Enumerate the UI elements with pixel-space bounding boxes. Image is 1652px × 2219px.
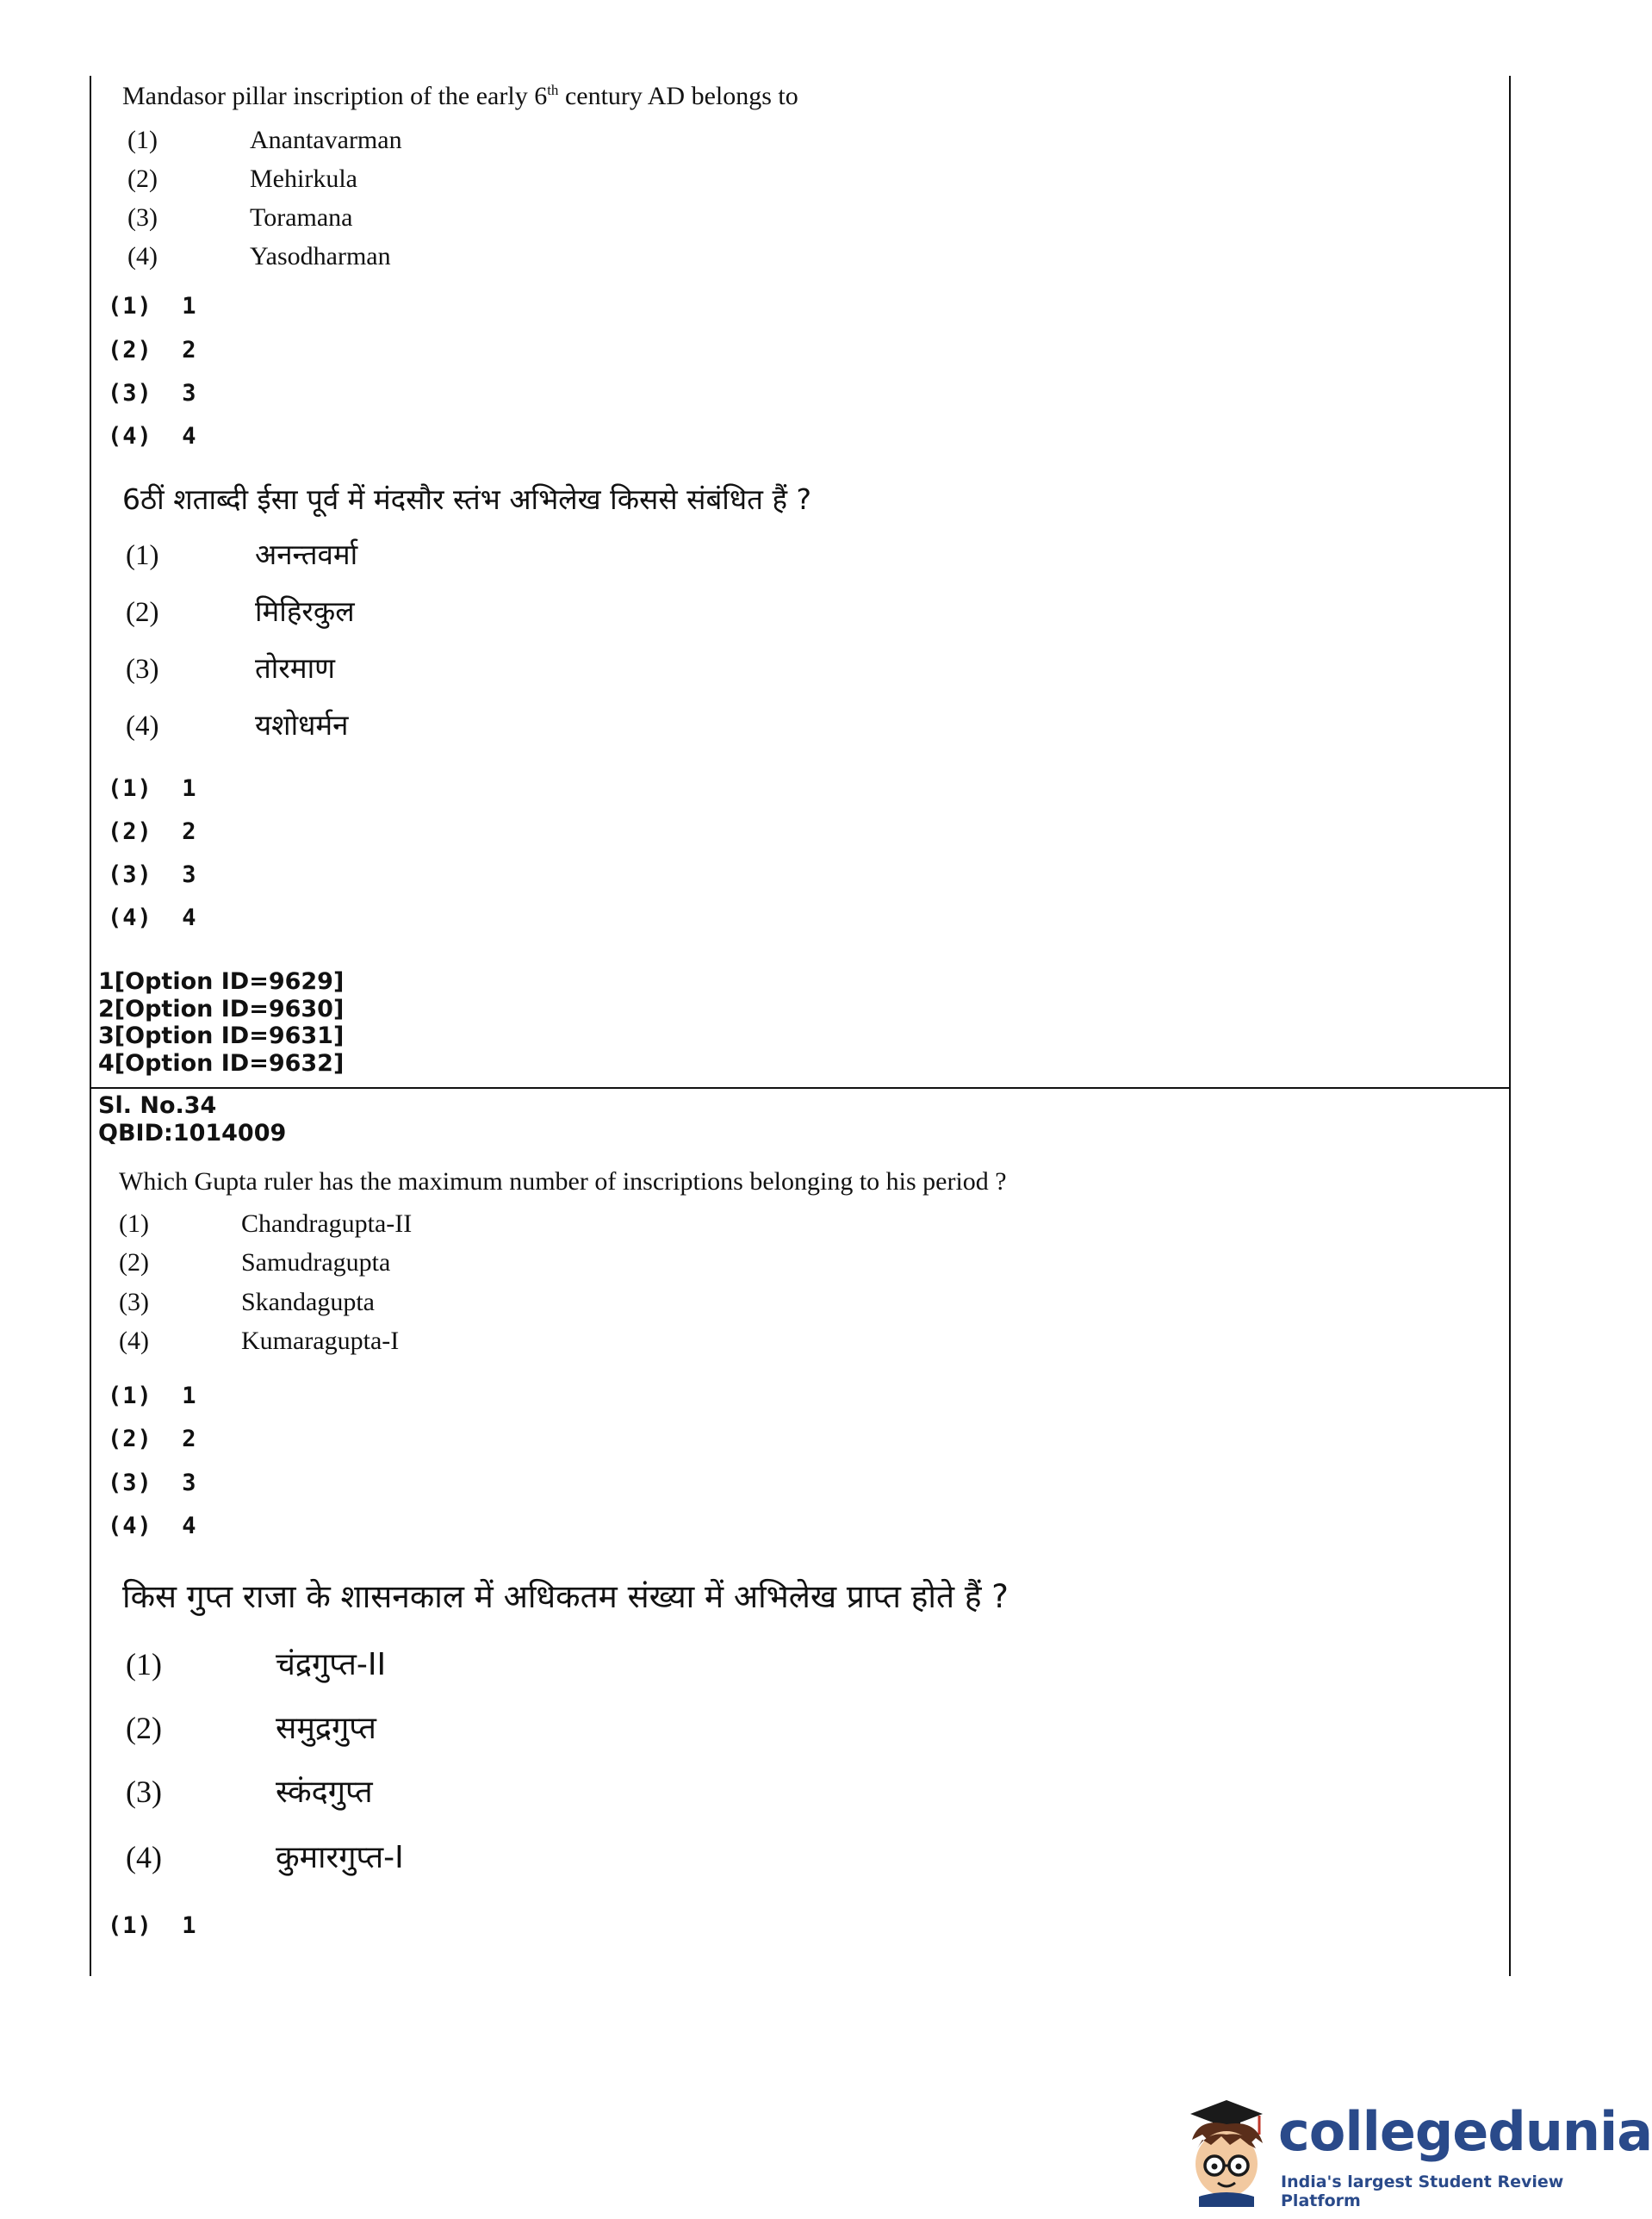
q33-hindi-question: 6ठीं शताब्दी ईसा पूर्व में मंदसौर स्तंभ अभिलेख किससे संबंधित हैं ? xyxy=(122,482,811,516)
q34-english-option-1: (1) Chandragupta-II xyxy=(119,1209,413,1238)
q33-hindi-answer-2: (2) 2 xyxy=(108,818,197,845)
q34-hindi-answer-1: (1) 1 xyxy=(108,1912,197,1939)
question-divider xyxy=(90,1087,1511,1089)
q34-hindi-option-4: (4) कुमारगुप्त-I xyxy=(126,1840,404,1875)
q33-english-answer-3: (3) 3 xyxy=(108,380,197,407)
q33-option-id-4: 4[Option ID=9632] xyxy=(98,1050,345,1077)
collegedunia-logo xyxy=(1173,2095,1652,2210)
q34-qbid: QBID:1014009 xyxy=(98,1120,287,1147)
q33-english-option-4: (4) Yasodharman xyxy=(127,242,391,270)
q34-hindi-option-2: (2) समुद्रगुप्त xyxy=(126,1711,376,1746)
q34-english-answer-2: (2) 2 xyxy=(108,1426,197,1452)
q33-english-option-2: (2) Mehirkula xyxy=(127,165,357,193)
q33-english-option-1: (1) Anantavarman xyxy=(127,126,402,154)
q33-option-id-1: 1[Option ID=9629] xyxy=(98,968,345,995)
logo-wordmark: collegedunia xyxy=(1278,2100,1652,2163)
q34-sl-no: Sl. No.34 xyxy=(98,1092,217,1119)
q33-hindi-option-2: (2) मिहिरकुल xyxy=(126,594,355,628)
q33-english-answer-2: (2) 2 xyxy=(108,337,197,364)
q34-english-answer-4: (4) 4 xyxy=(108,1513,197,1539)
q34-hindi-option-1: (1) चंद्रगुप्त-II xyxy=(126,1647,387,1682)
q34-english-answer-3: (3) 3 xyxy=(108,1470,197,1496)
q33-hindi-option-4: (4) यशोधर्मन xyxy=(126,708,349,742)
q34-hindi-option-3: (3) स्कंदगुप्त xyxy=(126,1775,373,1810)
frame-right-border xyxy=(1509,76,1511,1976)
q34-english-answer-1: (1) 1 xyxy=(108,1383,197,1409)
q34-english-option-4: (4) Kumaragupta-I xyxy=(119,1327,400,1355)
q34-english-question: Which Gupta ruler has the maximum number of inscriptions belonging to his period ? xyxy=(119,1167,1007,1196)
q34-english-option-3: (3) Skandagupta xyxy=(119,1288,375,1316)
q33-option-id-2: 2[Option ID=9630] xyxy=(98,996,345,1022)
q34-hindi-question: किस गुप्त राजा के शासनकाल में अधिकतम संख्या में अभिलेख प्राप्त होते हैं ? xyxy=(122,1578,1009,1615)
q33-hindi-answer-4: (4) 4 xyxy=(108,904,197,931)
q33-hindi-option-1: (1) अनन्तवर्मा xyxy=(126,538,358,571)
frame-left-border xyxy=(90,76,91,1976)
q33-english-answer-1: (1) 1 xyxy=(108,293,197,320)
q33-english-question: Mandasor pillar inscription of the early 6th century AD belongs to xyxy=(122,82,798,110)
q33-hindi-answer-3: (3) 3 xyxy=(108,861,197,888)
q33-option-id-3: 3[Option ID=9631] xyxy=(98,1022,345,1049)
logo-tagline: India's largest Student Review Platform xyxy=(1281,2172,1564,2210)
q33-hindi-option-3: (3) तोरमाण xyxy=(126,651,335,685)
q33-english-option-3: (3) Toramana xyxy=(127,203,353,232)
q34-english-option-2: (2) Samudragupta xyxy=(119,1248,391,1277)
q33-english-answer-4: (4) 4 xyxy=(108,423,197,450)
q33-hindi-answer-1: (1) 1 xyxy=(108,775,197,802)
student-mascot-icon xyxy=(1173,2095,1276,2207)
